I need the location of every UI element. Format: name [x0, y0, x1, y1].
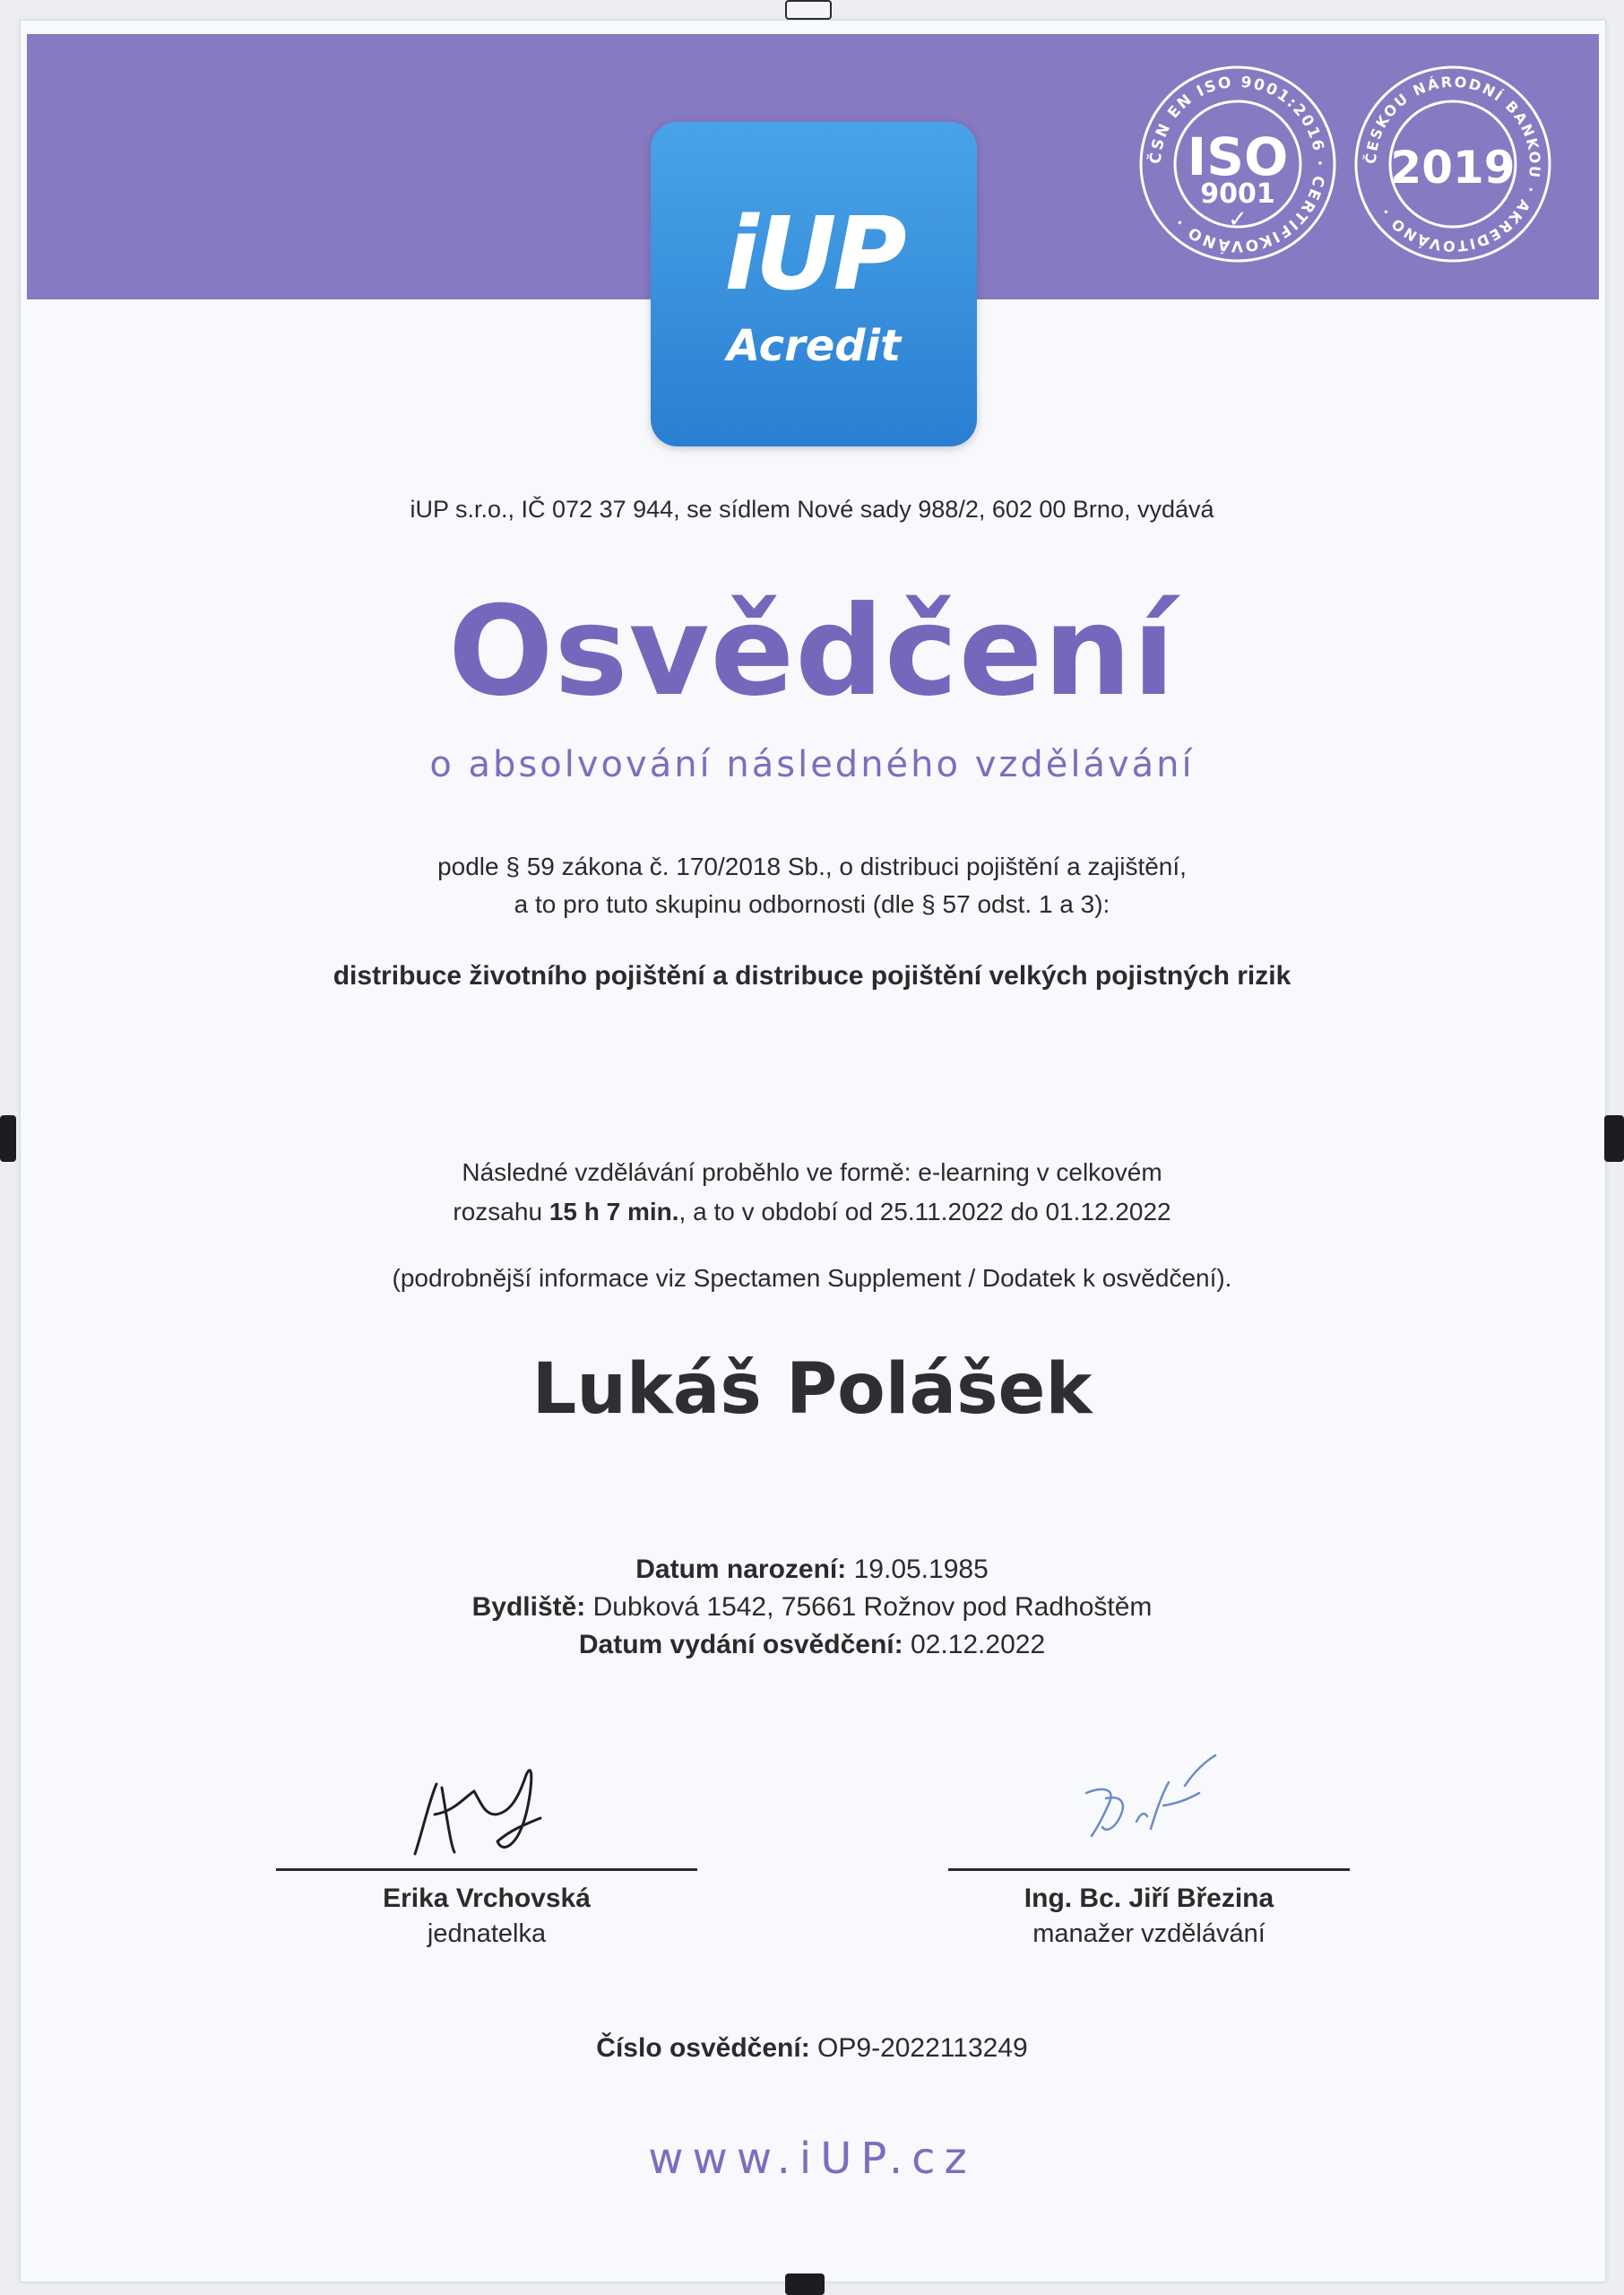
residence-row [0, 1589, 1624, 1626]
signature-line [276, 1868, 697, 1871]
handwritten-signature-icon [1050, 1739, 1248, 1865]
iup-acredit-logo [651, 122, 977, 446]
frame-clip-bottom [785, 2273, 825, 2295]
birth-date-value: 19.05.1985 [853, 1555, 989, 1584]
iso-label: ISO [1187, 126, 1289, 187]
period-text: , a to v období od 25.11.2022 do 01.12.2022 [678, 1198, 1171, 1225]
certificate-number-label: Číslo osvědčení: [596, 2033, 810, 2063]
iso-number: 9001 [1200, 178, 1275, 210]
holder-details [0, 1551, 1624, 1664]
signature-block-left [276, 1739, 697, 1949]
legal-basis-line-1: podle § 59 zákona č. 170/2018 Sb., o distribuci pojištění a zajištění, [437, 853, 1187, 880]
signature-image [276, 1739, 697, 1865]
issuer-line: iUP s.r.o., IČ 072 37 944, se sídlem Nové sady 988/2, 602 00 Brno, vydává [410, 496, 1214, 523]
signatory-name: Ing. Bc. Jiří Březina [1024, 1884, 1274, 1913]
residence-value: Dubková 1542, 75661 Rožnov pod Radhoštěm [592, 1592, 1153, 1622]
certificate-number-value: OP9-2022113249 [817, 2033, 1028, 2063]
svg-text:ČESKOU NÁRODNÍ BANKOU · AKREDI: ČESKOU NÁRODNÍ BANKOU · AKREDITOVÁNO · [1361, 73, 1544, 255]
signature-line [948, 1868, 1350, 1871]
issue-date-row [0, 1626, 1624, 1664]
education-form-line-2 [0, 1192, 1624, 1232]
signatory-role: manažer vzdělávání [1032, 1919, 1266, 1948]
checkmark-icon: ✓ [1228, 206, 1248, 233]
frame-clip-top [785, 0, 832, 20]
issue-date-value: 02.12.2022 [910, 1630, 1046, 1659]
issue-date-label: Datum vydání osvědčení: [578, 1630, 903, 1659]
signature-block-right [948, 1739, 1350, 1949]
cnb-accreditation-seal [1352, 63, 1554, 265]
iso-9001-seal [1136, 63, 1339, 265]
certificate-subtitle: o absolvování následného vzdělávání [429, 744, 1195, 785]
birth-date-row [0, 1551, 1624, 1589]
certificate-title: Osvědčení [448, 579, 1176, 723]
certificate-number [0, 2033, 1624, 2064]
birth-date-label: Datum narození: [635, 1555, 847, 1584]
education-form [0, 1153, 1624, 1232]
logo-sub-text: Acredit [726, 321, 902, 371]
svg-text:ČSN EN ISO 9001:2016 · CERTIFI: ČSN EN ISO 9001:2016 · CERTIFIKOVÁNO · [1146, 73, 1329, 255]
logo-main-text: iUP [724, 196, 903, 313]
supplement-note: (podrobnější informace viz Spectamen Supplement / Dodatek k osvědčení). [392, 1264, 1232, 1292]
expertise-group: distribuce životního pojištění a distribuce pojištění velkých pojistných rizik [333, 961, 1291, 991]
residence-label: Bydliště: [471, 1592, 586, 1622]
accreditation-year: 2019 [1390, 142, 1516, 194]
holder-name: Lukáš Polášek [531, 1349, 1093, 1430]
handwritten-signature-icon [388, 1739, 585, 1865]
legal-basis [0, 848, 1624, 923]
signature-image [948, 1739, 1350, 1865]
signatory-name: Erika Vrchovská [383, 1884, 591, 1913]
education-form-line-1: Následné vzdělávání proběhlo ve formě: e-learning v celkovém [462, 1158, 1162, 1186]
legal-basis-line-2: a to pro tuto skupinu odbornosti (dle § 57 odst. 1 a 3): [514, 890, 1110, 918]
duration-value: 15 h 7 min. [549, 1198, 679, 1225]
frame-clip-left [0, 1115, 16, 1162]
website-url: www.iUP.cz [648, 2134, 976, 2184]
signatory-role: jednatelka [427, 1919, 547, 1948]
duration-prefix: rozsahu [453, 1198, 549, 1225]
frame-clip-right [1604, 1115, 1624, 1162]
